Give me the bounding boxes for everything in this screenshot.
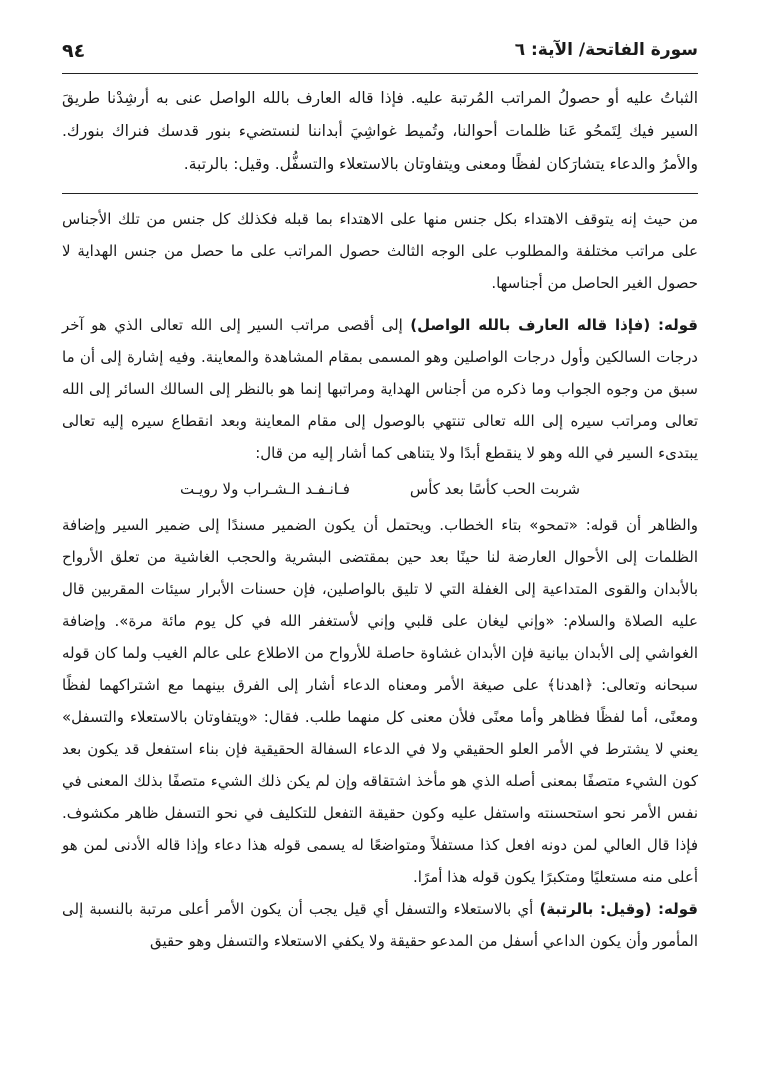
commentary-text: إلى أقصى مراتب السير إلى الله تعالى الذي هو آخر درجات السالكين وأول درجات الواصلين وهو المسمى بمقام المشاهدة والمعاينة. وفيه إشارة إلى أن ما سبق من وجوه الجواب وما ذكره من أجناس الهداية ومراتبها إنما هو بالنظر إلى السالك السائر إلى الله تعالى ومراتب سيره إلى الله تعالى تنتهي بالوصول إلى مقام المعاينة وبعد انقطاع سيره إليه تعالى يبتدىء السير في الله وهو لا ينقطع أبدًا ولا يتناهى كما أشار إليه من قال: xyxy=(62,316,698,462)
matn-divider xyxy=(62,193,698,194)
quoted-heading: قوله: (وقيل: بالرتبة) xyxy=(539,900,698,918)
commentary-paragraph xyxy=(62,893,698,957)
commentary-paragraph: من حيث إنه يتوقف الاهتداء بكل جنس منها على الاهتداء بما قبله فكذلك كل جنس من تلك الأجناس على مراتب مختلفة والمطلوب على الوجه الثالث حصول المراتب على ما حصل من جنس الهداية لا حصول الغير الحاصل من أجناسها. xyxy=(62,210,698,292)
commentary-text: أي بالاستعلاء والتسفل أي قيل يجب أن يكون الأمر أعلى مرتبة بالنسبة إلى المأمور وأن يكون الداعي أسفل من المدعو حقيقة ولا يكفي الاستعلاء والتسفل وهو حقيق xyxy=(62,900,698,950)
commentary xyxy=(62,203,698,957)
verse-first-hemistich: شربت الحب كأسًا بعد كأس xyxy=(409,480,581,498)
matn-text: الثباتُ عليه أو حصولُ المراتب المُرتبة عليه. فإذا قاله العارف بالله الواصل عنى به أرشِدْنا طريقَ السير فيك لِتَمحُو عَنا ظلمات أحوالنا، وتُميط غواشِيَ أبداننا لنستضيء بنور قدسك فنراك بنورك. والأمرُ والدعاء يتشارَكان لفظًا ومعنى ويتفاوتان بالاستعلاء والتسفُّل. وقيل: بالرتبة. xyxy=(62,89,698,173)
poetry-verse xyxy=(62,473,698,505)
header-divider xyxy=(62,73,698,74)
running-title: سورة الفاتحة/ الآية: ٦ xyxy=(514,40,698,60)
quoted-heading: قوله: (فإذا قاله العارف بالله الواصل) xyxy=(410,316,698,334)
verse-second-hemistich: فـانـفـد الـشـراب ولا رويـت xyxy=(179,480,350,498)
page-header xyxy=(62,34,698,74)
commentary-paragraph xyxy=(62,309,698,469)
commentary-paragraph: والظاهر أن قوله: «تمحو» بتاء الخطاب. ويحتمل أن يكون الضمير مسندًا إلى ضمير السير وإضافة الظلمات إلى الأحوال العارضة لنا حينًا بعد حين بمقتضى البشرية والحجب الغاشية من تعلق الأرواح بالأبدان والقوى المتداعية إلى الغفلة التي لا تليق بالواصلين، فإن حسنات الأبرار سيئات المقربين قال عليه الصلاة والسلام: «وإني ليغان على قلبي وإني لأستغفر الله في كل يوم مائة مرة». وإضافة الغواشي إلى الأبدان بيانية فإن الأبدان غشاوة حاصلة للأرواح من الاطلاع على عالم الغيب ولما كان قوله سبحانه وتعالى: ﴿اهدنا﴾ على صيغة الأمر ومعناه الدعاء أشار إلى الفرق بينهما مع اشتراكهما لفظًا ومعنًى، أما لفظًا فظاهر وأما معنًى فلأن معنى كل منهما طلب. فقال: «ويتفاوتان بالاستعلاء والتسفل» يعني لا يشترط في الأمر العلو الحقيقي ولا في الدعاء السفالة الحقيقية فإن بناء استفعل قد يكون بعد كون الشيء متصفًا بمعنى أصله الذي هو مأخذ اشتقاقه وإن لم يكن ذلك الشيء متصفًا بذلك المعنى في نفس الأمر نحو استحسنته واستفل عليه وكون حقيقة التفعل للتكليف في نحو التسفل ظاهر مكشوف. فإذا قال العالي لمن دونه افعل كذا مستفلاً ومتواضعًا له يسمى قوله هذا دعاء وإذا قاله الأدنى لمن هو أعلى منه مستعليًا ومتكبرًا يكون قوله هذا أمرًا. xyxy=(62,516,698,886)
page-number: ٩٤ xyxy=(62,40,86,62)
